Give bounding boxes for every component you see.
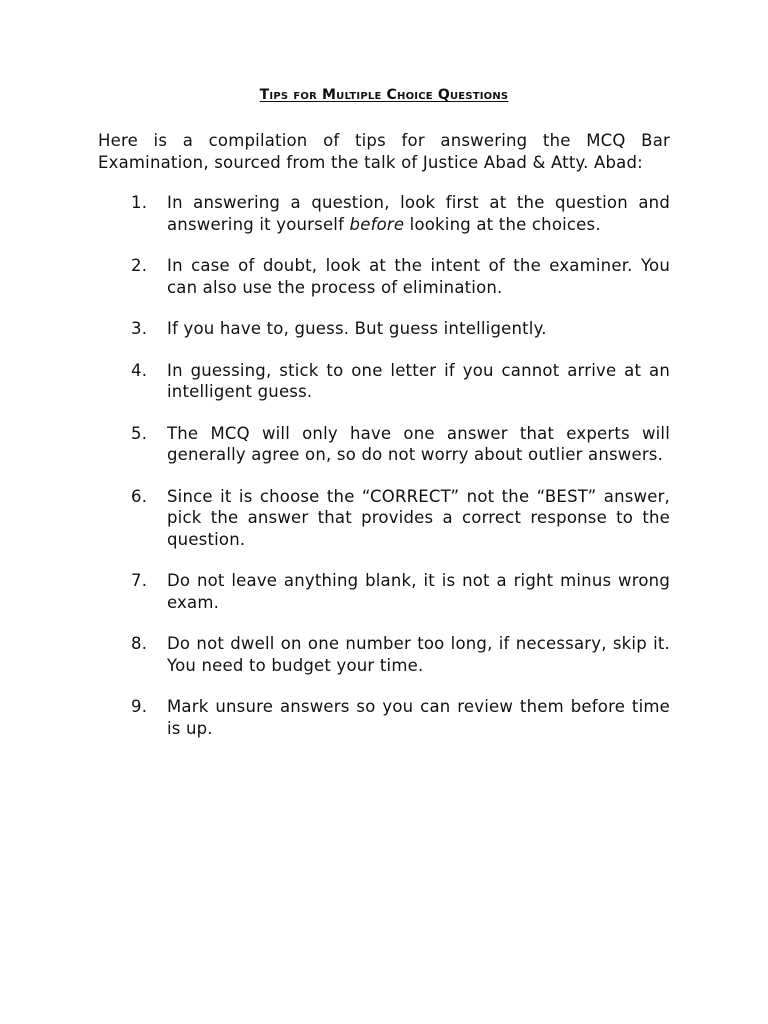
list-item: [98, 486, 670, 551]
list-item-number: 3.: [131, 319, 148, 338]
list-item-text: In guessing, stick to one letter if you cannot arrive at an intelligent guess.: [167, 360, 670, 401]
list-item: [98, 570, 670, 613]
list-item: [98, 360, 670, 403]
list-item-number: 7.: [131, 571, 148, 590]
list-item-text: [167, 192, 670, 235]
list-item-number: 5.: [131, 423, 148, 443]
list-item-number: 9.: [131, 697, 148, 716]
list-item: [98, 255, 670, 298]
list-item-number: 4.: [131, 360, 148, 380]
list-item: [98, 192, 670, 235]
list-item-text: Do not leave anything blank, it is not a right minus wrong exam.: [167, 571, 670, 612]
document-page: [98, 84, 670, 759]
list-item-text: If you have to, guess. But guess intelligently.: [167, 319, 547, 338]
list-item-number: 2.: [131, 256, 148, 275]
list-item-text: In case of doubt, look at the intent of the examiner. You can also use the process of elimination.: [167, 256, 670, 297]
list-item-text: Do not dwell on one number too long, if necessary, skip it. You need to budget your time.: [167, 634, 670, 675]
list-item-emphasis: before: [349, 214, 405, 234]
list-item-text: Mark unsure answers so you can review them before time is up.: [167, 697, 670, 738]
tips-list: [98, 192, 670, 739]
list-item-number: 8.: [131, 634, 148, 653]
list-item: [98, 633, 670, 676]
list-item-text: The MCQ will only have one answer that experts will generally agree on, so do not worry about outlier answers.: [167, 423, 670, 464]
list-item-number: 6.: [131, 486, 148, 506]
list-item: [98, 318, 670, 340]
document-title: Tips for Multiple Choice Questions: [259, 87, 509, 103]
list-item-text: Since it is choose the “CORRECT” not the “BEST” answer, pick the answer that provides a correct response to the question.: [167, 486, 670, 549]
list-item-text-start: In answering a question, look first at the question and answering it yourself: [167, 193, 670, 234]
list-item-number: 1.: [131, 193, 148, 212]
intro-paragraph: Here is a compilation of tips for answering the MCQ Bar Examination, sourced from the talk of Justice Abad & Atty. Abad:: [98, 131, 670, 172]
list-item: [98, 423, 670, 466]
list-item: [98, 696, 670, 739]
list-item-text-end: looking at the choices.: [404, 214, 601, 234]
